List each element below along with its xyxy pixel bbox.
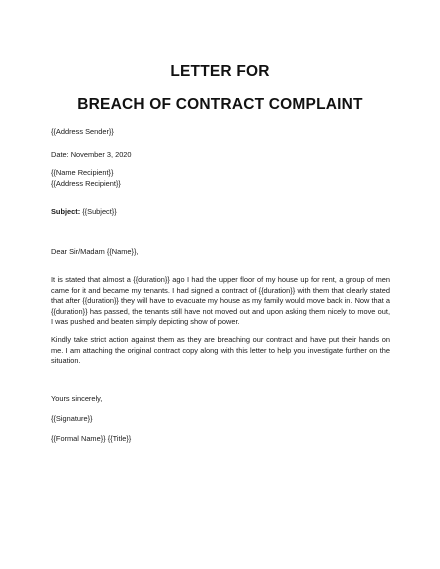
closing: Yours sincerely,	[51, 394, 103, 403]
document-title-line2: BREACH OF CONTRACT COMPLAINT	[77, 96, 363, 113]
formal-name: {{Formal Name}} {{Title}}	[51, 434, 132, 443]
sender-address: {{Address Sender}}	[51, 127, 114, 136]
subject-value: {{Subject}}	[80, 207, 117, 216]
recipient-address: {{Address Recipient}}	[51, 179, 121, 188]
subject-line	[51, 207, 117, 217]
salutation: Dear Sir/Madam {{Name}},	[51, 247, 139, 256]
recipient-name: {{Name Recipient}}	[51, 168, 114, 177]
body-paragraph-2: Kindly take strict action against them as they are breaching our contract and have put their hands on me. I am attaching the original contract copy along with this letter to help you investigate further on the situation.	[51, 335, 390, 366]
document-title-line1: LETTER FOR	[170, 63, 270, 80]
signature: {{Signature}}	[51, 414, 93, 423]
body-paragraph-1: It is stated that almost a {{duration}} ago I had the upper floor of my house up for rent, a group of men came for it and became my tenants. I had signed a contract of {{duration}} with them that clearly stated that after {{duration}} they will have to evacuate my house as my family would move back in. Now that a {{duration}} has passed, the tenants still have not moved out and upon asking them nicely to move out, I was pushed and beaten simply depicting show of power.	[51, 275, 390, 327]
letter-date: Date: November 3, 2020	[51, 150, 132, 159]
subject-label: Subject:	[51, 207, 81, 216]
